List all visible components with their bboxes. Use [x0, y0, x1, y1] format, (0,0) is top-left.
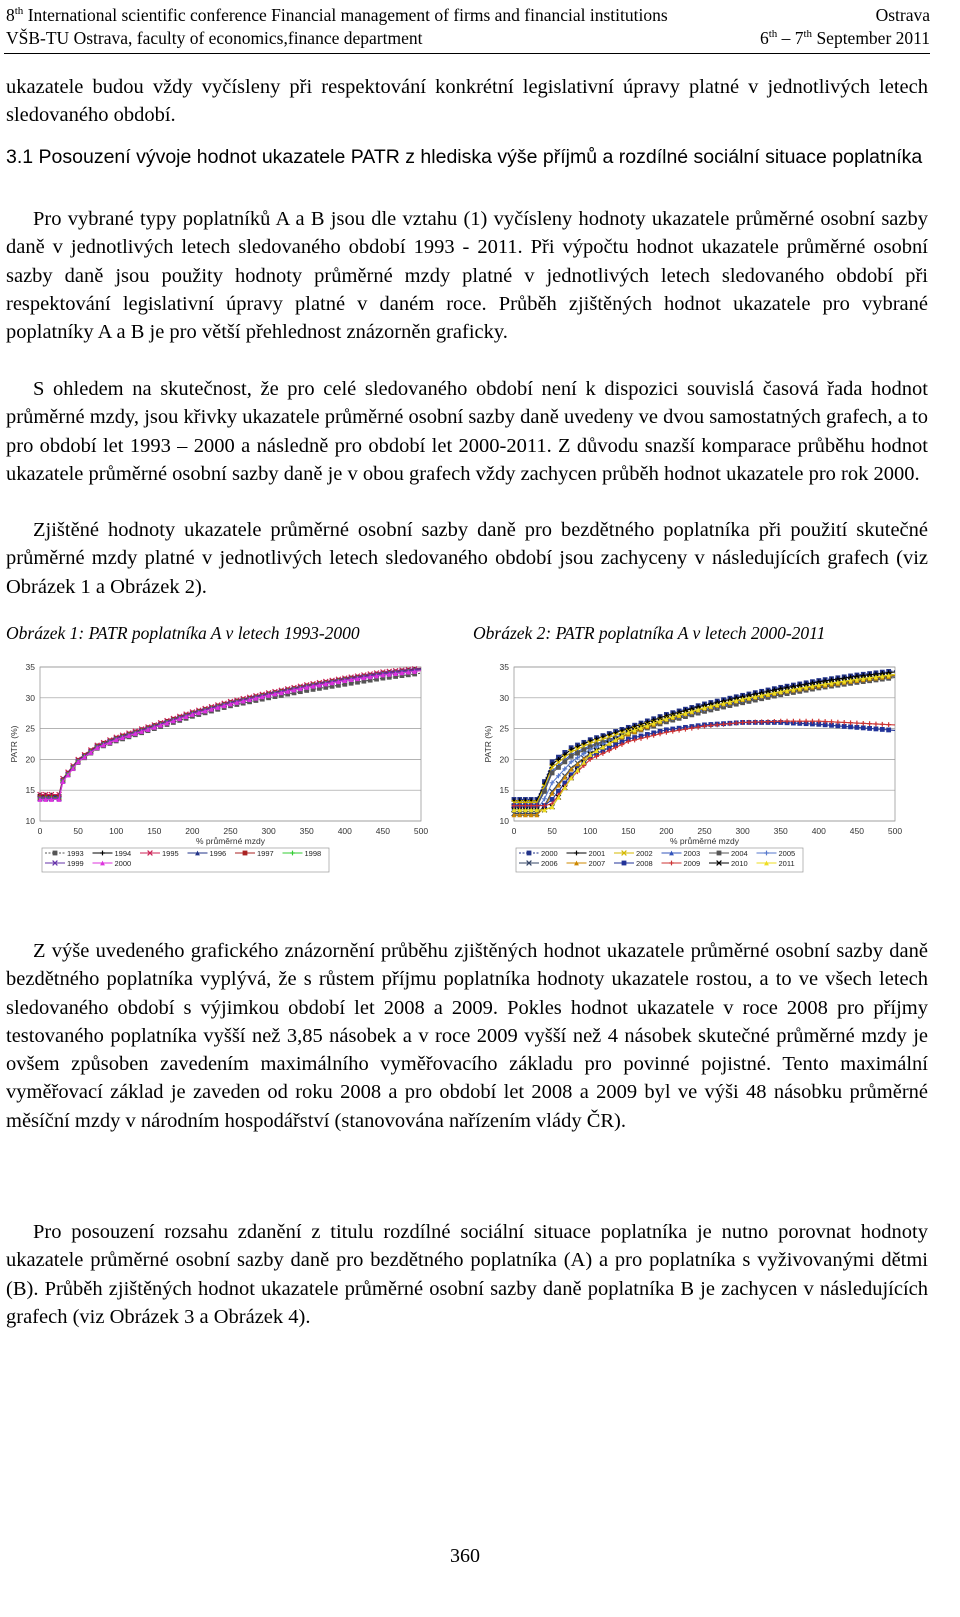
y-tick-label: 30	[25, 692, 35, 703]
x-tick-label: 200	[185, 826, 200, 836]
legend-label: 2004	[731, 849, 748, 858]
x-tick-label: 100	[109, 826, 124, 836]
legend-marker	[622, 861, 627, 866]
legend-label: 2003	[683, 849, 701, 858]
legend-marker	[243, 851, 248, 856]
y-tick-label: 20	[25, 754, 35, 765]
date-suffix-start: th	[768, 28, 778, 40]
y-tick-label: 10	[25, 816, 35, 826]
legend-label: 1993	[67, 849, 84, 858]
x-tick-label: 400	[811, 826, 826, 836]
legend-label: 1995	[162, 849, 179, 858]
x-tick-label: 50	[547, 826, 557, 836]
x-tick-label: 250	[697, 826, 712, 836]
section-heading	[6, 143, 928, 172]
data-point	[861, 725, 866, 730]
date-day-end: – 7	[777, 28, 804, 48]
legend-label: 2006	[541, 859, 558, 868]
paragraph-1: Pro vybrané typy poplatníků A a B jsou dle vztahu (1) vyčísleny hodnoty ukazatele průměrné osobní sazby daně v jednotlivých letech sledovaného období 1993 - 2011. Při výpočtu hodnot ukazatele průměrné osobní sazby daně jsou použity hodnoty průměrné mzdy platné v jednotlivých letech sledovaného období při respektování legislativní úpravy platné v daném roce. Průběh zjištěných hodnot ukazatele pro vybrané poplatníky A a B je pro větší přehlednost znázorněn graficky.	[6, 208, 928, 344]
x-tick-label: 300	[261, 826, 276, 836]
header-ordinal-suffix: th	[14, 5, 24, 17]
legend-marker	[717, 851, 722, 856]
legend-label: 2005	[778, 849, 796, 858]
legend-label: 2002	[636, 849, 653, 858]
figure-1-svg	[4, 655, 429, 887]
y-tick-label: 30	[499, 692, 509, 703]
x-tick-label: 0	[37, 826, 43, 836]
y-tick-label: 20	[499, 754, 509, 765]
legend-label: 1998	[304, 849, 322, 858]
page-number: 360	[450, 1545, 480, 1567]
legend-label: 2008	[636, 859, 653, 868]
header-conference-name: International scientific conference Financial management of firms and financial institutions	[23, 5, 668, 25]
y-tick-label: 15	[499, 785, 509, 796]
x-tick-label: 150	[621, 826, 636, 836]
paragraph-4: Z výše uvedeného grafického znázornění průběhu zjištěných hodnot ukazatele průměrné osobní sazby daně bezdětného poplatníka vyplývá, že s růstem příjmu poplatníka hodnoty ukazatele rostou, a to ve všech letech sledovaného období s výjimkou období let 2008 a 2009. Pokles hodnot ukazatele v roce 2008 pro příjmy testovaného poplatníka vyšší než 3,85 násobek a v roce 2009 vyšší než 4 násobek skutečné průměrné mzdy je ovšem způsoben zavedením maximálního vyměřovacího základu pro povinné pojistné. Tento maximální vyměřovací základ je zaveden od roku 2008 a pro období let 2008 a 2009 byl ve výši 48 násobku průměrné měsíční mzdy v národním hospodářství (stanovována nařízením vlády ČR).	[6, 940, 928, 1132]
legend-label: 1997	[257, 849, 274, 858]
x-tick-label: 350	[773, 826, 788, 836]
legend-label: 2001	[588, 849, 606, 858]
header-institution: VŠB-TU Ostrava, faculty of economics,finance department	[6, 28, 423, 48]
legend-label: 1996	[209, 849, 227, 858]
legend-label: 2009	[683, 859, 701, 868]
figure-1-caption: Obrázek 1: PATR poplatníka A v letech 1993-2000	[6, 623, 360, 643]
header-city: Ostrava	[875, 5, 930, 25]
x-axis-label: % průměrné mzdy	[670, 836, 739, 846]
figure-1-chart	[4, 655, 429, 887]
y-axis-label: PATR (%)	[483, 725, 493, 763]
data-point	[575, 751, 580, 756]
y-tick-label: 35	[499, 662, 509, 672]
legend-label: 1999	[67, 859, 84, 868]
data-point	[855, 725, 860, 730]
header-ordinal: 8	[6, 5, 15, 25]
y-axis-label: PATR (%)	[9, 725, 19, 763]
legend-marker	[527, 851, 532, 856]
legend-label: 2000	[114, 859, 132, 868]
legend-marker	[53, 851, 58, 856]
figure-2-caption: Obrázek 2: PATR poplatníka A v letech 2000-2011	[473, 623, 826, 643]
legend-label: 2007	[588, 859, 606, 868]
data-point	[880, 727, 885, 732]
paragraph-intro: ukazatele budou vždy vyčísleny při respektování konkrétní legislativní úpravy platné v jednotlivých letech sledovaného období.	[6, 76, 928, 127]
data-point	[562, 759, 567, 764]
x-tick-label: 50	[73, 826, 83, 836]
x-axis-label: % průměrné mzdy	[196, 836, 265, 846]
legend-label: 2010	[731, 859, 748, 868]
data-point	[550, 771, 555, 776]
section-heading-text: 3.1 Posouzení vývoje hodnot ukazatele PATR z hlediska výše příjmů a rozdílné sociální situace poplatníka	[6, 146, 923, 168]
header-rule	[4, 53, 930, 54]
legend-label: 1994	[114, 849, 132, 858]
paragraph-2: S ohledem na skutečnost, že pro celé sledovaného období není k dispozici souvislá časová řada hodnot průměrné mzdy, jsou křivky ukazatele průměrné osobní sazby daně uvedeny ve dvou samostatných grafech, a to pro období let 1993 – 2000 a následně pro období let 2000-2011. Z důvodu snazší komparace průběhu hodnot ukazatele průměrné osobní sazby daně je v obou grafech vždy zachycen průběh hodnot ukazatele pro rok 2000.	[6, 378, 928, 485]
x-tick-label: 450	[849, 826, 864, 836]
x-tick-label: 150	[147, 826, 162, 836]
plot-area	[514, 667, 895, 821]
x-tick-label: 300	[735, 826, 750, 836]
paragraph-5: Pro posouzení rozsahu zdanění z titulu rozdílné sociální situace poplatníka je nutno porovnat hodnoty ukazatele průměrné osobní sazby daně pro bezdětného poplatníka (A) a pro poplatníka s vyživovanými dětmi (B). Průběh zjištěných hodnot ukazatele průměrné osobní sazby daně poplatníka B je zachycen v následujících grafech (viz Obrázek 3 a Obrázek 4).	[6, 1221, 928, 1328]
y-tick-label: 10	[499, 816, 509, 826]
x-tick-label: 500	[887, 826, 903, 836]
y-tick-label: 25	[25, 723, 35, 734]
y-tick-label: 15	[25, 785, 35, 796]
figure-2-chart	[478, 655, 903, 887]
date-month-year: September 2011	[812, 28, 930, 48]
legend-box	[516, 848, 803, 872]
figure-2-svg	[478, 655, 903, 887]
data-point	[886, 728, 891, 733]
x-tick-label: 100	[583, 826, 598, 836]
x-tick-label: 0	[511, 826, 517, 836]
y-tick-label: 35	[25, 662, 35, 672]
x-tick-label: 250	[223, 826, 238, 836]
data-point	[867, 726, 872, 731]
x-tick-label: 500	[413, 826, 429, 836]
x-tick-label: 350	[299, 826, 314, 836]
data-point	[848, 724, 853, 729]
x-tick-label: 400	[337, 826, 352, 836]
data-point	[556, 765, 561, 770]
legend-box	[42, 848, 329, 872]
data-point	[542, 789, 547, 794]
legend-label: 2011	[778, 859, 795, 868]
y-tick-label: 25	[499, 723, 509, 734]
date-day-start: 6	[759, 28, 769, 48]
x-tick-label: 200	[659, 826, 674, 836]
paragraph-3: Zjištěné hodnoty ukazatele průměrné osobní sazby daně pro bezdětného poplatníka při použití skutečné průměrné mzdy platné v jednotlivých letech sledovaného období jsou zachyceny v následujících grafech (viz Obrázek 1 a Obrázek 2).	[6, 519, 928, 598]
date-suffix-end: th	[803, 28, 813, 40]
x-tick-label: 450	[375, 826, 390, 836]
legend-label: 2000	[541, 849, 558, 858]
header-date	[760, 27, 930, 49]
data-point	[569, 754, 574, 759]
data-point	[874, 727, 879, 732]
